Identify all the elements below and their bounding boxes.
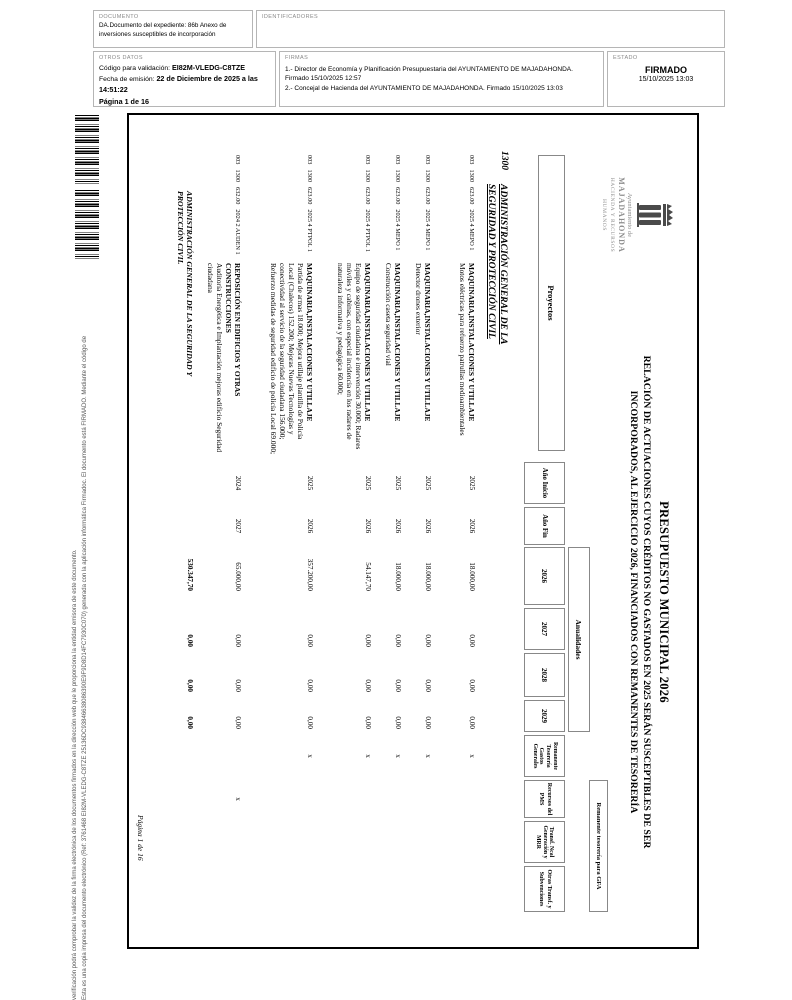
document-title: [628, 265, 671, 939]
code-economic: 623.00: [306, 187, 314, 205]
cell-remanente-mark: x: [394, 754, 403, 758]
code-organic: 003: [234, 155, 242, 165]
total-label: ADMINISTRACIÓN GENERAL DE LA SEGURIDAD Y PROTECCIÓN CIVIL: [175, 191, 195, 376]
code-functional: 1300: [306, 169, 314, 183]
cell-2028: 0,00: [424, 679, 433, 692]
code-functional: 1300: [424, 169, 432, 183]
cell-2028: 0,00: [234, 679, 243, 692]
project-code: [234, 155, 242, 263]
code-economic: 632.00: [234, 187, 242, 205]
cell-2027: 0,00: [234, 634, 243, 647]
logo-line2: MAJADAHONDA: [617, 177, 626, 253]
row-description: Motos eléctricas para refuerzo patrullas medioambientales: [458, 263, 468, 436]
table-row: [432, 115, 476, 947]
codigo-validacion: [99, 63, 270, 74]
code-organic: 003: [306, 155, 314, 165]
code-organic: 003: [394, 155, 402, 165]
firmas-label: FIRMAS: [285, 55, 309, 61]
total-2029: 0,00: [186, 716, 195, 729]
cell-anio-inicio: 2025: [306, 475, 315, 491]
section-code: 1300: [499, 151, 509, 170]
cell-2028: 0,00: [468, 679, 477, 692]
documento-cell: [93, 10, 253, 48]
section-header: [484, 151, 509, 947]
code-organic: 003: [364, 155, 372, 165]
cell-anio-fin: 2026: [394, 518, 403, 534]
row-description: Equipo de seguridad ciudadana e intervención 30.000; Radares móviles y cabinas, con especial incidencia en los radares de naturaleza informativa y pedagógica 60.000;: [336, 263, 364, 450]
cell-anio-inicio: 2025: [424, 475, 433, 491]
table-row: [372, 115, 402, 947]
documento-label: DOCUMENTO: [99, 14, 139, 20]
cell-anio-fin: 2027: [234, 518, 243, 534]
cell-2029: 0,00: [306, 716, 315, 729]
project-code: [306, 155, 314, 263]
table-row: [314, 115, 372, 947]
header-recursos-pms: Recursos del PMS: [524, 780, 565, 818]
header-proyectos: Proyectos: [538, 155, 565, 451]
project-code: [424, 155, 432, 263]
code-functional: 1300: [468, 169, 476, 183]
cell-2029: 0,00: [468, 716, 477, 729]
documento-text: DA.Documento del expediente: 86b Anexo de inversiones susceptibles de incorporación: [99, 22, 227, 38]
cell-anio-inicio: 2024: [234, 475, 243, 491]
cell-2029: 0,00: [394, 716, 403, 729]
header-anualidades: Anualidades: [568, 547, 590, 732]
code-project: 2025 4 MEPO 1: [394, 209, 402, 251]
cell-2026: 18.000,00: [394, 562, 403, 591]
cell-pms-mark: x: [234, 797, 243, 801]
cell-2026: 18.000,00: [468, 562, 477, 591]
cell-2026: 54.147,70: [364, 562, 373, 591]
firmas-cell: [279, 51, 604, 107]
cell-2027: 0,00: [424, 634, 433, 647]
row-concept: MAQUINARIA,INSTALACIONES Y UTILLAJE: [393, 263, 403, 422]
header-2028: 2028: [524, 653, 565, 697]
header-otras-transf: Otras Transf. y Subvenciones: [524, 866, 565, 912]
row-concept: REPOSICIÓN EN EDIFICIOS Y OTRAS CONSTRUCCIONES: [224, 263, 243, 397]
fecha-emision: [99, 74, 270, 96]
header-remanente-tesoreria: Remanente Tesorería Gastos Generales: [524, 735, 565, 777]
estado-label: ESTADO: [613, 55, 638, 61]
table-body: [168, 115, 521, 947]
code-project: 2025 4 PTPOL 1: [306, 209, 314, 252]
header-anio-fin: Año Fin: [524, 507, 565, 545]
estado-cell: [607, 51, 725, 107]
cell-2028: 0,00: [394, 679, 403, 692]
verification-text-line2: verificación podrá comprobar la validez de la firma electrónica de los documentos firmados en la dirección web que le proporciona la entidad emisora de este documento.: [72, 549, 78, 1000]
code-functional: 1300: [234, 169, 242, 183]
cell-2027: 0,00: [364, 634, 373, 647]
pagina-value: Página 1 de 16: [99, 96, 149, 106]
cell-2029: 0,00: [364, 716, 373, 729]
page-number: Página 1 de 16: [136, 815, 145, 861]
barcode-bottom: [75, 190, 99, 259]
header-anio-inicio: Año Inicio: [524, 462, 565, 504]
cell-2027: 0,00: [394, 634, 403, 647]
code-economic: 623.00: [424, 187, 432, 205]
cell-anio-inicio: 2025: [364, 475, 373, 491]
fecha-label: Fecha de emisión:: [99, 76, 157, 84]
project-code: [364, 155, 372, 263]
cell-2029: 0,00: [424, 716, 433, 729]
verification-text-line1: Esta es una copia impresa del documento electrónico (Ref: 3761468 EI82M-VLEDG-C8TZE 25136DC93846638086390E9F9D8D14FC7930C070) generada con la aplicación informática Firmadoc. El documento está FIRMADO. Mediante el código de: [82, 335, 88, 1000]
total-2026: 530.347,70: [186, 558, 195, 591]
title-line1: PRESUPUESTO MUNICIPAL 2026: [657, 501, 671, 703]
cell-2026: 18.000,00: [424, 562, 433, 591]
cell-remanente-mark: x: [306, 754, 315, 758]
cell-2028: 0,00: [364, 679, 373, 692]
header-remanente-gfa: Remanente tesorería para GFA: [589, 780, 608, 912]
row-concept: MAQUINARIA,INSTALACIONES Y UTILLAJE: [363, 263, 373, 422]
cell-anio-fin: 2026: [306, 518, 315, 534]
codigo-label: Código para validación:: [99, 65, 172, 72]
code-economic: 623.00: [364, 187, 372, 205]
header-2026: 2026: [524, 547, 565, 605]
row-concept: MAQUINARIA,INSTALACIONES Y UTILLAJE: [305, 263, 315, 422]
landscape-content: [125, 115, 693, 947]
firma-2: 2.- Concejal de Hacienda del AYUNTAMIENTO DE MAJADAHONDA. Firmado 15/10/2025 13:03: [285, 84, 563, 92]
crown-emblem-icon: [635, 200, 675, 230]
row-concept: MAQUINARIA,INSTALACIONES Y UTILLAJE: [423, 263, 433, 422]
codigo-value: EI82M-VLEDG-C8TZE: [171, 63, 246, 72]
cell-2028: 0,00: [306, 679, 315, 692]
otros-datos-label: OTROS DATOS: [99, 55, 143, 61]
cell-remanente-mark: x: [424, 754, 433, 758]
row-description: Auditoría Energética e Implantación mejoras edificio Seguridad ciudadana: [206, 263, 225, 453]
section-title: ADMINISTRACIÓN GENERAL DE LA SEGURIDAD Y PROTECCIÓN CIVIL: [485, 184, 508, 345]
code-economic: 623.00: [394, 187, 402, 205]
code-economic: 623.00: [468, 187, 476, 205]
table-row: [402, 115, 432, 947]
total-2028: 0,00: [186, 679, 195, 692]
pagina-info: [99, 97, 270, 108]
cell-anio-fin: 2026: [424, 518, 433, 534]
cell-2027: 0,00: [468, 634, 477, 647]
cell-anio-fin: 2026: [468, 518, 477, 534]
fecha-value: 22 de Diciembre de 2025 a las 14:51:22: [99, 74, 258, 95]
cell-2026: 357.200,00: [306, 558, 315, 591]
project-code: [468, 155, 476, 263]
code-functional: 1300: [364, 169, 372, 183]
barcode-top: [75, 115, 99, 184]
logo-line1: Ayuntamiento de: [626, 192, 633, 238]
logo-line3: HACIENDA Y RECURSOS: [609, 177, 615, 253]
project-code: [394, 155, 402, 263]
metadata-strip: [93, 10, 725, 110]
firma-1: 1.- Director de Economía y Planificación Presupuestaria del AYUNTAMIENTO DE MAJADAHONDA. Firmado 15/10/2025 12:57: [285, 65, 573, 83]
otros-datos-cell: [93, 51, 276, 107]
cell-anio-fin: 2026: [364, 518, 373, 534]
identificadores-label: IDENTIFICADORES: [262, 14, 319, 20]
cell-anio-inicio: 2025: [394, 475, 403, 491]
code-functional: 1300: [394, 169, 402, 183]
identificadores-cell: [256, 10, 725, 48]
cell-remanente-mark: x: [468, 754, 477, 758]
code-organic: 003: [468, 155, 476, 165]
header-2027: 2027: [524, 608, 565, 650]
title-line3: INCORPORADOS, AL EJERCICIO 2026, FINANCIADOS CON REMANENTES DE TESORERÍA: [628, 390, 639, 814]
estado-datetime: 15/10/2025 13:03: [638, 76, 694, 83]
estado-status: FIRMADO: [645, 65, 687, 75]
cell-2029: 0,00: [234, 716, 243, 729]
cell-2026: 65.000,00: [234, 562, 243, 591]
row-concept: MAQUINARIA,INSTALACIONES Y UTILLAJE: [467, 263, 477, 422]
table-header: [523, 115, 613, 947]
logo-line4: HUMANOS: [601, 198, 607, 231]
code-project: 2025 4 MEPO 1: [468, 209, 476, 251]
table-row: [242, 115, 314, 947]
header-2029: 2029: [524, 700, 565, 732]
document-page: [127, 113, 699, 949]
row-description: Construcción caseta seguridad vial: [384, 263, 394, 366]
header-transf-mrr: Transf. Ncal Generación y MRR: [524, 821, 565, 863]
code-project: 2024 2 AUDEN 1: [234, 209, 242, 255]
cell-anio-inicio: 2025: [468, 475, 477, 491]
title-line2: RELACIÓN DE ACTUACIONES CUYOS CRÉDITOS NO GASTADOS EN 2025 SERÁN SUSCEPTIBLES DE SER: [641, 355, 652, 849]
code-organic: 003: [424, 155, 432, 165]
total-2027: 0,00: [186, 634, 195, 647]
row-description: Detector drones exterior: [414, 263, 424, 335]
cell-2027: 0,00: [306, 634, 315, 647]
row-description: Partida de armas 18.000; Mejora utillaje plantilla de Policía Local (Chalecos) 152.200; Mejoras Nuevas Tecnologías y conectividad al servicio de la seguridad ciudadana 156.000; Refuerzo medidas de seguridad edificio de policía Local 69.000;: [269, 263, 306, 455]
section-total-row: [168, 115, 194, 947]
code-project: 2025 4 PTPOL 1: [364, 209, 372, 252]
cell-remanente-mark: x: [364, 754, 373, 758]
code-project: 2025 4 MEPO 1: [424, 209, 432, 251]
table-row: [200, 115, 242, 947]
